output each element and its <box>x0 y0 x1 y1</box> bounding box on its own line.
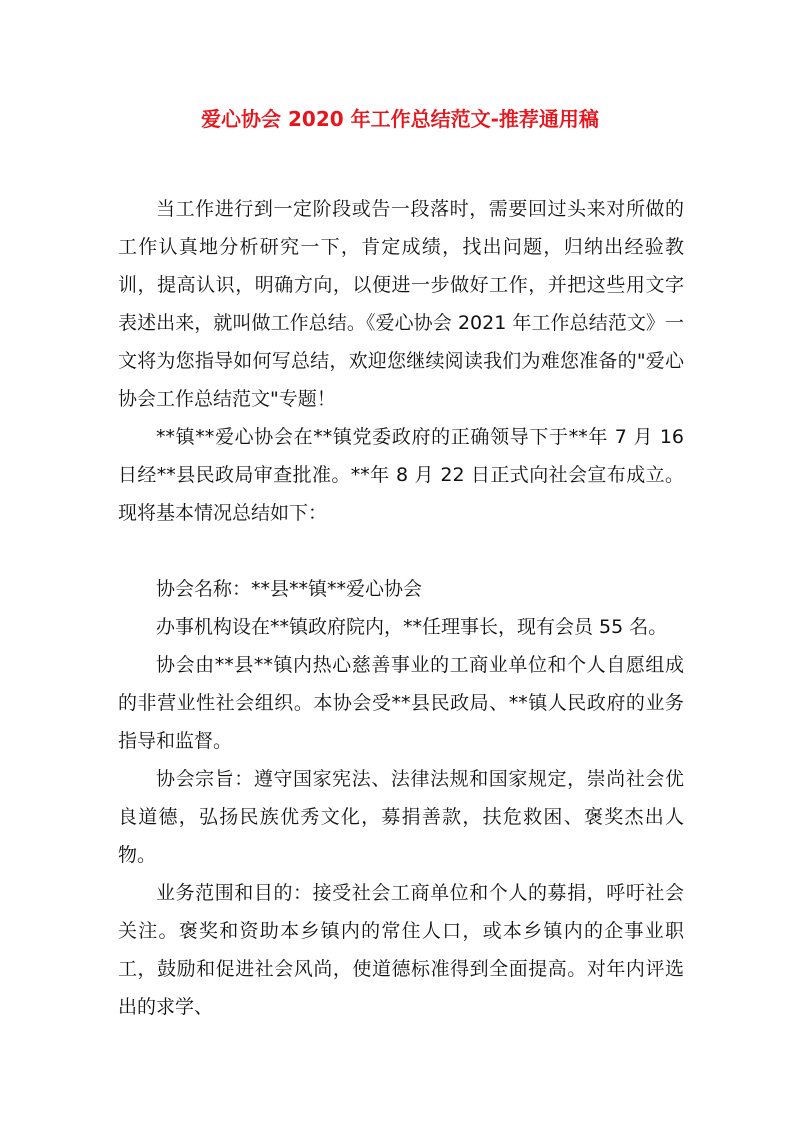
purpose-paragraph: 协会宗旨：遵守国家宪法、法律法规和国家规定，崇尚社会优良道德，弘扬民族优秀文化，募捐善款，扶危救困、褒奖杰出人物。 <box>118 768 684 866</box>
document-title: 爱心协会 2020 年工作总结范文-推荐通用稿 <box>201 107 599 131</box>
intro-paragraph: 当工作进行到一定阶段或告一段落时，需要回过头来对所做的工作认真地分析研究一下，肯定成绩，找出问题，归纳出经验教训，提高认识，明确方向，以便进一步做好工作，并把这些用文字表述出来，就叫做工作总结。《爱心协会 2021 年工作总结范文》一文将为您指导如何写总结，欢迎您继续阅读我们为难您准备的"爱心协会工作总结范文"专题！ <box>118 198 684 410</box>
blank-line <box>118 532 684 570</box>
association-name-paragraph: 协会名称：**县**镇**爱心协会 <box>156 578 423 600</box>
business-scope-paragraph: 业务范围和目的：接受社会工商单位和个人的募捐，呼吁社会关注。褒奖和资助本乡镇内的常住人口，或本乡镇内的企事业职工，鼓励和促进社会风尚，使道德标准得到全面提高。对年内评选出的求学、 <box>118 882 684 1018</box>
office-paragraph: 办事机构设在**镇政府院内，**任理事长，现有会员 55 名。 <box>156 616 668 638</box>
composition-paragraph: 协会由**县**镇内热心慈善事业的工商业单位和个人自愿组成的非营业性社会组织。本协会受**县民政局、**镇人民政府的业务指导和监督。 <box>118 654 684 752</box>
document-body <box>118 190 684 1026</box>
background-paragraph: **镇**爱心协会在**镇党委政府的正确领导下于**年 7 月 16 日经**县民政局审查批准。**年 8 月 22 日正式向社会宣布成立。现将基本情况总结如下： <box>118 426 684 524</box>
